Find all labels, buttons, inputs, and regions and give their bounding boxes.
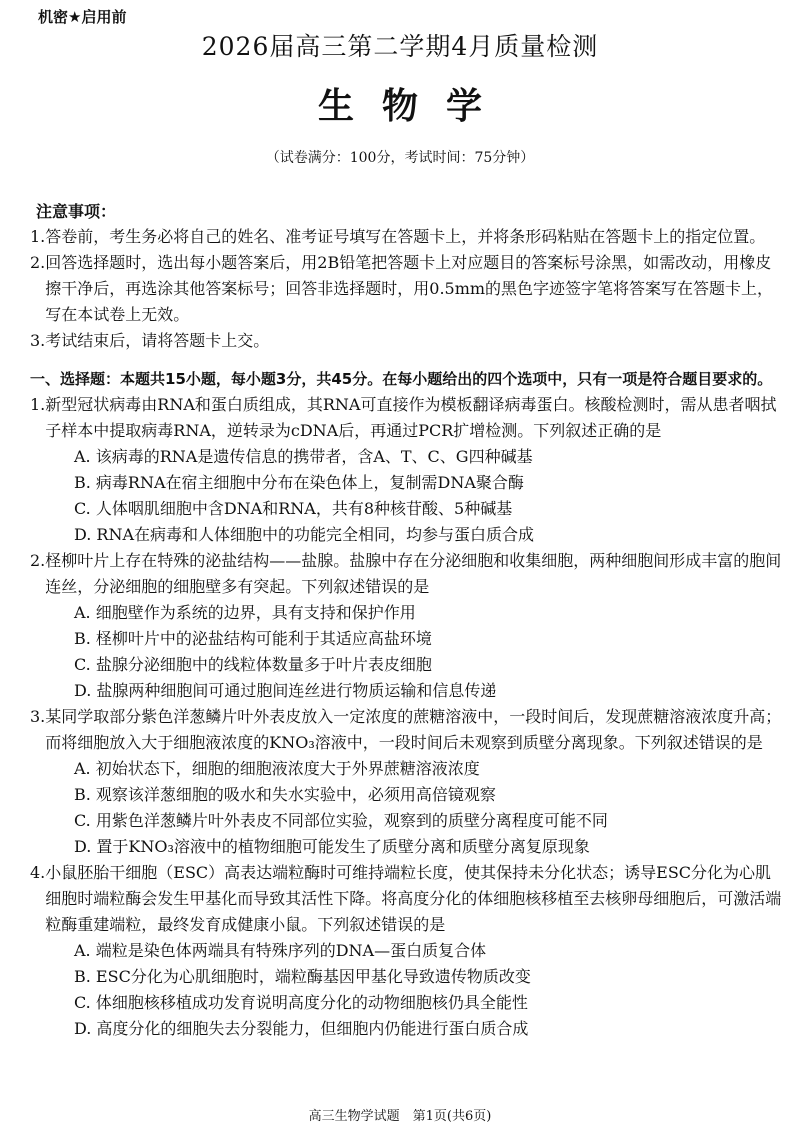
option-c: C. 体细胞核移植成功发育说明高度分化的动物细胞核仍具全能性	[74, 993, 528, 1012]
note-item	[30, 328, 782, 354]
note-number: 1.	[30, 227, 46, 246]
question-text: 柽柳叶片上存在特殊的泌盐结构——盐腺。盐腺中存在分泌细胞和收集细胞，两种细胞间形成丰富的胞间连丝，分泌细胞的细胞壁多有突起。下列叙述错误的是	[45, 551, 782, 596]
note-number: 2.	[30, 253, 46, 272]
option-b: B. 观察该洋葱细胞的吸水和失水实验中，必须用高倍镜观察	[74, 785, 496, 804]
note-number: 3.	[30, 331, 46, 350]
note-text: 考试结束后，请将答题卡上交。	[45, 331, 270, 350]
exam-info: （试卷满分：100分，考试时间：75分钟）	[265, 150, 535, 166]
option-c: C. 人体咽肌细胞中含DNA和RNA，共有8种核苷酸、5种碱基	[74, 499, 513, 518]
option-a: A. 细胞壁作为系统的边界，具有支持和保护作用	[74, 603, 416, 622]
question-number: 4.	[30, 863, 46, 882]
section-heading-text: 选择题：本题共15小题，每小题3分，共45分。在每小题给出的四个选项中，只有一项是符合题目要求的。	[60, 370, 773, 388]
notes-list	[30, 224, 782, 354]
subject-title: 生物学	[317, 85, 510, 127]
note-item	[30, 224, 782, 250]
option-d: D. 置于KNO₃溶液中的植物细胞可能发生了质壁分离和质壁分离复原现象	[74, 837, 590, 856]
question-number: 2.	[30, 551, 46, 570]
section-number: 一、	[30, 370, 61, 388]
question-text: 新型冠状病毒由RNA和蛋白质组成，其RNA可直接作为模板翻译病毒蛋白。核酸检测时，需从患者咽拭子样本中提取病毒RNA，逆转录为cDNA后，再通过PCR扩增检测。下列叙述正确的是	[45, 395, 777, 440]
question-1	[30, 392, 782, 548]
question-2	[30, 548, 782, 704]
question-number: 3.	[30, 707, 46, 726]
question-stem	[30, 548, 782, 600]
option-c: C. 盐腺分泌细胞中的线粒体数量多于叶片表皮细胞	[74, 655, 432, 674]
page-footer: 高三生物学试题 第1页(共6页)	[308, 1109, 492, 1124]
exam-content	[30, 200, 782, 1042]
option-b: B. 柽柳叶片中的泌盐结构可能利于其适应高盐环境	[74, 629, 432, 648]
note-text: 回答选择题时，选出每小题答案后，用2B铅笔把答题卡上对应题目的答案标号涂黑，如需改动，用橡皮擦干净后，再选涂其他答案标号；回答非选择题时，用0.5mm的黑色字迹签字笔将答案写在答题卡上，写在本试卷上无效。	[45, 253, 774, 324]
section-heading	[30, 366, 782, 392]
option-b: B. ESC分化为心肌细胞时，端粒酶基因甲基化导致遗传物质改变	[74, 967, 531, 986]
question-number: 1.	[30, 395, 46, 414]
note-text: 答卷前，考生务必将自己的姓名、准考证号填写在答题卡上，并将条形码粘贴在答题卡上的指定位置。	[45, 227, 766, 246]
exam-title: 2026届高三第二学期4月质量检测	[201, 32, 599, 61]
question-stem	[30, 860, 782, 938]
option-c: C. 用紫色洋葱鳞片叶外表皮不同部位实验，观察到的质壁分离程度可能不同	[74, 811, 608, 830]
option-d: D. RNA在病毒和人体细胞中的功能完全相同，均参与蛋白质合成	[74, 525, 535, 544]
confidential-label: 机密★启用前	[38, 8, 127, 26]
question-stem	[30, 392, 782, 444]
question-text: 某同学取部分紫色洋葱鳞片叶外表皮放入一定浓度的蔗糖溶液中，一段时间后，发现蔗糖溶液浓度升高；而将细胞放入大于细胞液浓度的KNO₃溶液中，一段时间后未观察到质壁分离现象。下列叙述错误的是	[45, 707, 782, 752]
option-a: A. 端粒是染色体两端具有特殊序列的DNA—蛋白质复合体	[74, 941, 487, 960]
question-stem	[30, 704, 782, 756]
question-3	[30, 704, 782, 860]
option-d: D. 高度分化的细胞失去分裂能力，但细胞内仍能进行蛋白质合成	[74, 1019, 529, 1038]
option-b: B. 病毒RNA在宿主细胞中分布在染色体上，复制需DNA聚合酶	[74, 473, 524, 492]
question-4	[30, 860, 782, 1042]
notes-heading: 注意事项：	[36, 202, 117, 221]
question-text: 小鼠胚胎干细胞（ESC）高表达端粒酶时可维持端粒长度，使其保持未分化状态；诱导ESC分化为心肌细胞时端粒酶会发生甲基化而导致其活性下降。将高度分化的体细胞核移植至去核卵母细胞后，可激活端粒酶重建端粒，最终发育成健康小鼠。下列叙述错误的是	[45, 863, 782, 934]
option-d: D. 盐腺两种细胞间可通过胞间连丝进行物质运输和信息传递	[74, 681, 497, 700]
note-item	[30, 250, 782, 328]
option-a: A. 初始状态下，细胞的细胞液浓度大于外界蔗糖溶液浓度	[74, 759, 480, 778]
option-a: A. 该病毒的RNA是遗传信息的携带者，含A、T、C、G四种碱基	[74, 447, 533, 466]
